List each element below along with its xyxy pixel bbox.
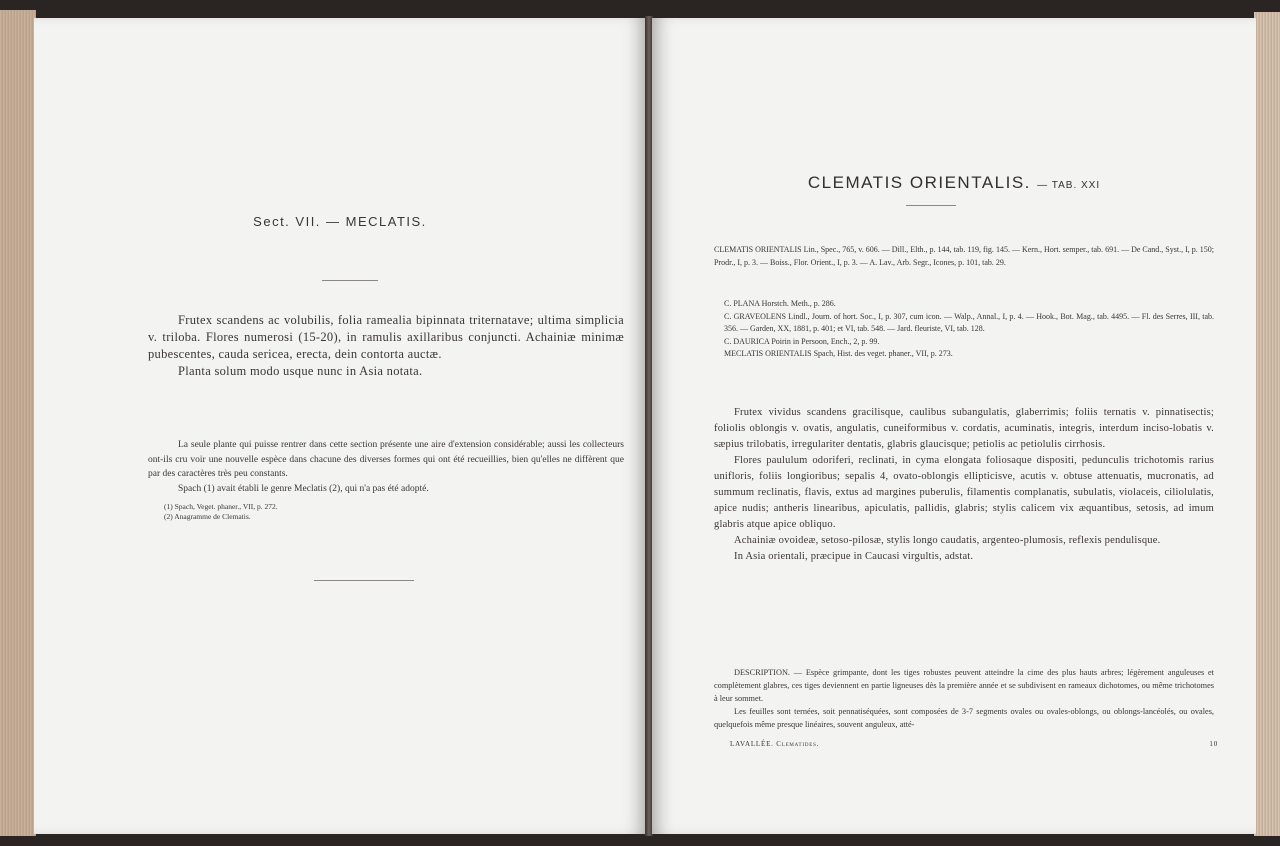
left-page	[34, 18, 646, 834]
footnotes	[164, 502, 564, 522]
french-paragraph: Les feuilles sont ternées, soit pennatiséquées, sont composées de 3-7 segments ovales ou ovales-oblongs, ou oblongs-lancéolés, ou ovales, quelquefois même presque linéaires, souvent anguleux, atté-	[714, 707, 1214, 729]
latin-paragraph: Frutex scandens ac volubilis, folia ramealia bipinnata triternatave; ultima simplicia v. triloba. Flores numerosi (15-20), in ramulis axillaribus conjuncti. Achainiæ minimæ pubescentes, cauda sericea, erecta, dein contorta auctæ.	[148, 313, 624, 361]
plate-number: — TAB. XXI	[1037, 180, 1101, 191]
synonym-item: MECLATIS ORIENTALIS Spach, Hist. des veget. phaner., VII, p. 273.	[724, 349, 953, 358]
french-paragraph: La seule plante qui puisse rentrer dans cette section présente une aire d'extension considérable; aussi les collecteurs ont-ils cru voir une nouvelle espèce dans chacune des diverses formes qui ont été recueillies, bien qu'elles ne diffèrent que par des caractères très peu constants.	[148, 440, 624, 479]
synonym-list	[714, 298, 1214, 361]
title-rule	[906, 205, 956, 206]
french-text	[148, 438, 624, 496]
latin-paragraph: Planta solum modo usque nunc in Asia notata.	[178, 364, 423, 378]
footnote: (1) Spach, Veget. phaner., VII, p. 272.	[164, 502, 278, 511]
synonym-item: C. GRAVEOLENS Lindl., Journ. of hort. Soc., I, p. 307, cum icon. — Walp., Annal., I, p. 4. — Hook., Bot. Mag., tab. 4495. — Fl. des Serres, III, tab. 356. — Garden, XX, 1881, p. 401; et VI, tab. 548. — Jard. fleuriste, VI, tab. 128.	[724, 311, 1214, 333]
title-rule	[322, 280, 378, 281]
latin-paragraph: Frutex vividus scandens gracilisque, caulibus subangulatis, glaberrimis; foliis ternatis v. pinnatisectis; foliolis oblongis v. ovatis, angulatis, cuneiformibus v. cordatis, acuminatis, integris, interdum inciso-lobatis v. sæpius trilobatis, irregulariter dentatis, glabris glaucisque; petiolis ac petiolulis cirrhosis.	[714, 407, 1214, 450]
species-title: CLEMATIS ORIENTALIS.	[807, 173, 1031, 192]
latin-description	[148, 312, 624, 380]
footer-signature: LAVALLÉE. Clematides.	[730, 740, 820, 748]
book-edge-left	[0, 10, 36, 836]
latin-paragraph: Flores paululum odoriferi, reclinati, in cyma elongata foliosaque dispositi, pedunculis trichotomis rarius unifloris, foliis longioribus; sepalis 4, ovato-oblongis ellipticisve, acutis v. obtuse attenuatis, mucronatis, ad summum reclinatis, flavis, extus ad margines puberulis, filamentis complanatis, subulatis, violaceis, ciliolulatis, apice nudis; antheris linearibus, apiculatis, pallidis, glabris; stylis calicem vix æquantibus, setosis, ad imum glabris atque apice obliquo.	[714, 455, 1214, 530]
latin-paragraph: Achainiæ ovoideæ, setoso-pilosæ, stylis longo caudatis, argenteo-plumosis, reflexis pendulisque.	[734, 535, 1161, 546]
synonym-item: C. PLANA Horstch. Meth., p. 286.	[724, 299, 836, 308]
synonym-item: C. DAURICA Poirin in Persoon, Ench., 2, p. 99.	[724, 336, 880, 346]
french-description	[714, 666, 1214, 731]
footnote: (2) Anagramme de Clematis.	[164, 512, 251, 521]
page-number: 10	[1209, 740, 1218, 748]
page-footer	[730, 740, 1218, 748]
right-page	[652, 18, 1256, 834]
section-title: Sect. VII. — MECLATIS.	[253, 214, 427, 229]
latin-description	[714, 405, 1214, 565]
end-rule	[314, 580, 414, 581]
synonymy	[714, 244, 1214, 269]
latin-paragraph: In Asia orientali, præcipue in Caucasi virgultis, adstat.	[734, 551, 974, 562]
french-paragraph: Spach (1) avait établi le genre Meclatis (2), qui n'a pas été adopté.	[178, 483, 429, 494]
french-paragraph: DESCRIPTION. — Espèce grimpante, dont les tiges robustes peuvent atteindre la cime des plus hauts arbres; légèrement anguleuses et complètement glabres, ces tiges deviennent en partie ligneuses dès la première année et se subdivisent en rameaux dichotomes, ou même trichotomes à leur sommet.	[714, 668, 1214, 703]
plate-title	[652, 173, 1256, 193]
synonymy-text: CLEMATIS ORIENTALIS Lin., Spec., 765, v. 606. — Dill., Elth., p. 144, tab. 119, fig. 145. — Kern., Hort. semper., tab. 691. — De Cand., Syst., I, p. 150; Prodr., I, p. 3. — Boiss., Flor. Orient., I, p. 3. — A. Lav., Arb. Segr., Icones, p. 101, tab. 29.	[714, 245, 1214, 267]
book-edge-right	[1254, 12, 1280, 836]
